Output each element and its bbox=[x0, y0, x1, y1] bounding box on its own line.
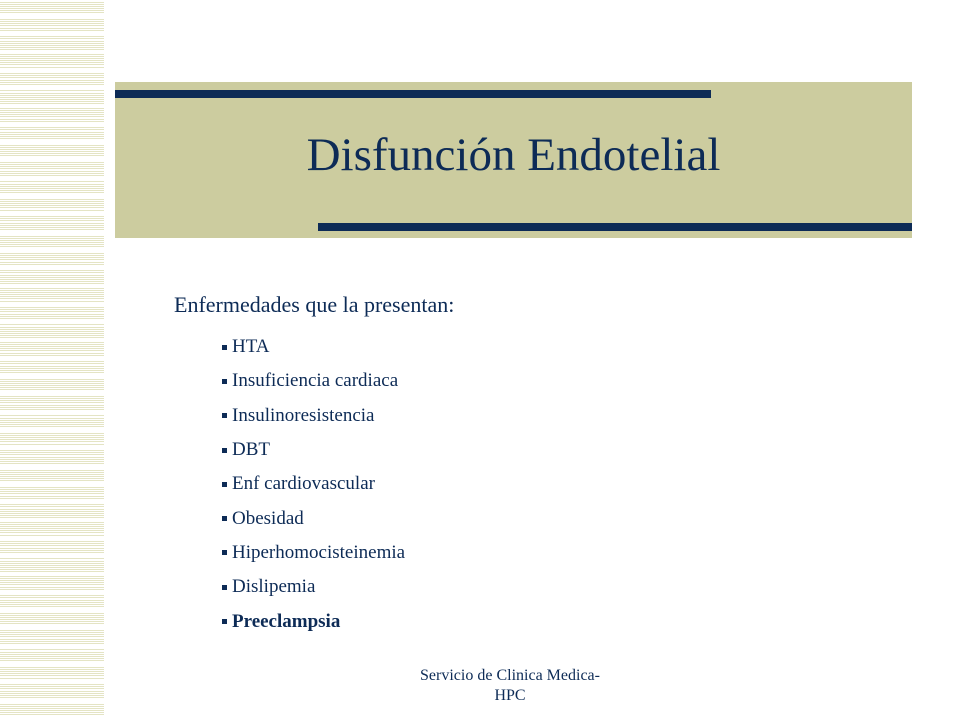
list-item bbox=[222, 433, 405, 467]
list-item-label: Dislipemia bbox=[232, 576, 316, 598]
list-item bbox=[222, 467, 405, 501]
slide-title: Disfunción Endotelial bbox=[306, 129, 721, 181]
square-bullet-icon bbox=[222, 550, 227, 555]
list-item-label: Preeclampsia bbox=[232, 610, 341, 632]
square-bullet-icon bbox=[222, 345, 227, 350]
footer-line-1: Servicio de Clinica Medica- bbox=[420, 667, 600, 684]
square-bullet-icon bbox=[222, 516, 227, 521]
list-item bbox=[222, 501, 405, 535]
square-bullet-icon bbox=[222, 482, 227, 487]
list-item bbox=[222, 399, 405, 433]
disease-list bbox=[222, 330, 405, 639]
list-item-label: DBT bbox=[232, 439, 270, 461]
list-item bbox=[222, 364, 405, 398]
square-bullet-icon bbox=[222, 585, 227, 590]
square-bullet-icon bbox=[222, 379, 227, 384]
footer bbox=[400, 666, 620, 706]
list-item bbox=[222, 330, 405, 364]
square-bullet-icon bbox=[222, 619, 227, 624]
list-item bbox=[222, 604, 405, 638]
list-item bbox=[222, 536, 405, 570]
list-item-label: HTA bbox=[232, 336, 270, 358]
footer-line-2: HPC bbox=[494, 687, 526, 704]
square-bullet-icon bbox=[222, 448, 227, 453]
list-item-label: Obesidad bbox=[232, 507, 304, 529]
list-item-label: Insulinoresistencia bbox=[232, 404, 375, 426]
intro-text: Enfermedades que la presentan: bbox=[174, 292, 455, 317]
list-item-label: Enf cardiovascular bbox=[232, 473, 375, 495]
list-item-label: Insuficiencia cardiaca bbox=[232, 370, 399, 392]
list-item bbox=[222, 570, 405, 604]
list-item-label: Hiperhomocisteinemia bbox=[232, 541, 406, 563]
square-bullet-icon bbox=[222, 413, 227, 418]
left-stripe-gaps bbox=[0, 0, 104, 720]
title-top-bar bbox=[115, 90, 711, 98]
title-bottom-bar bbox=[318, 223, 912, 231]
